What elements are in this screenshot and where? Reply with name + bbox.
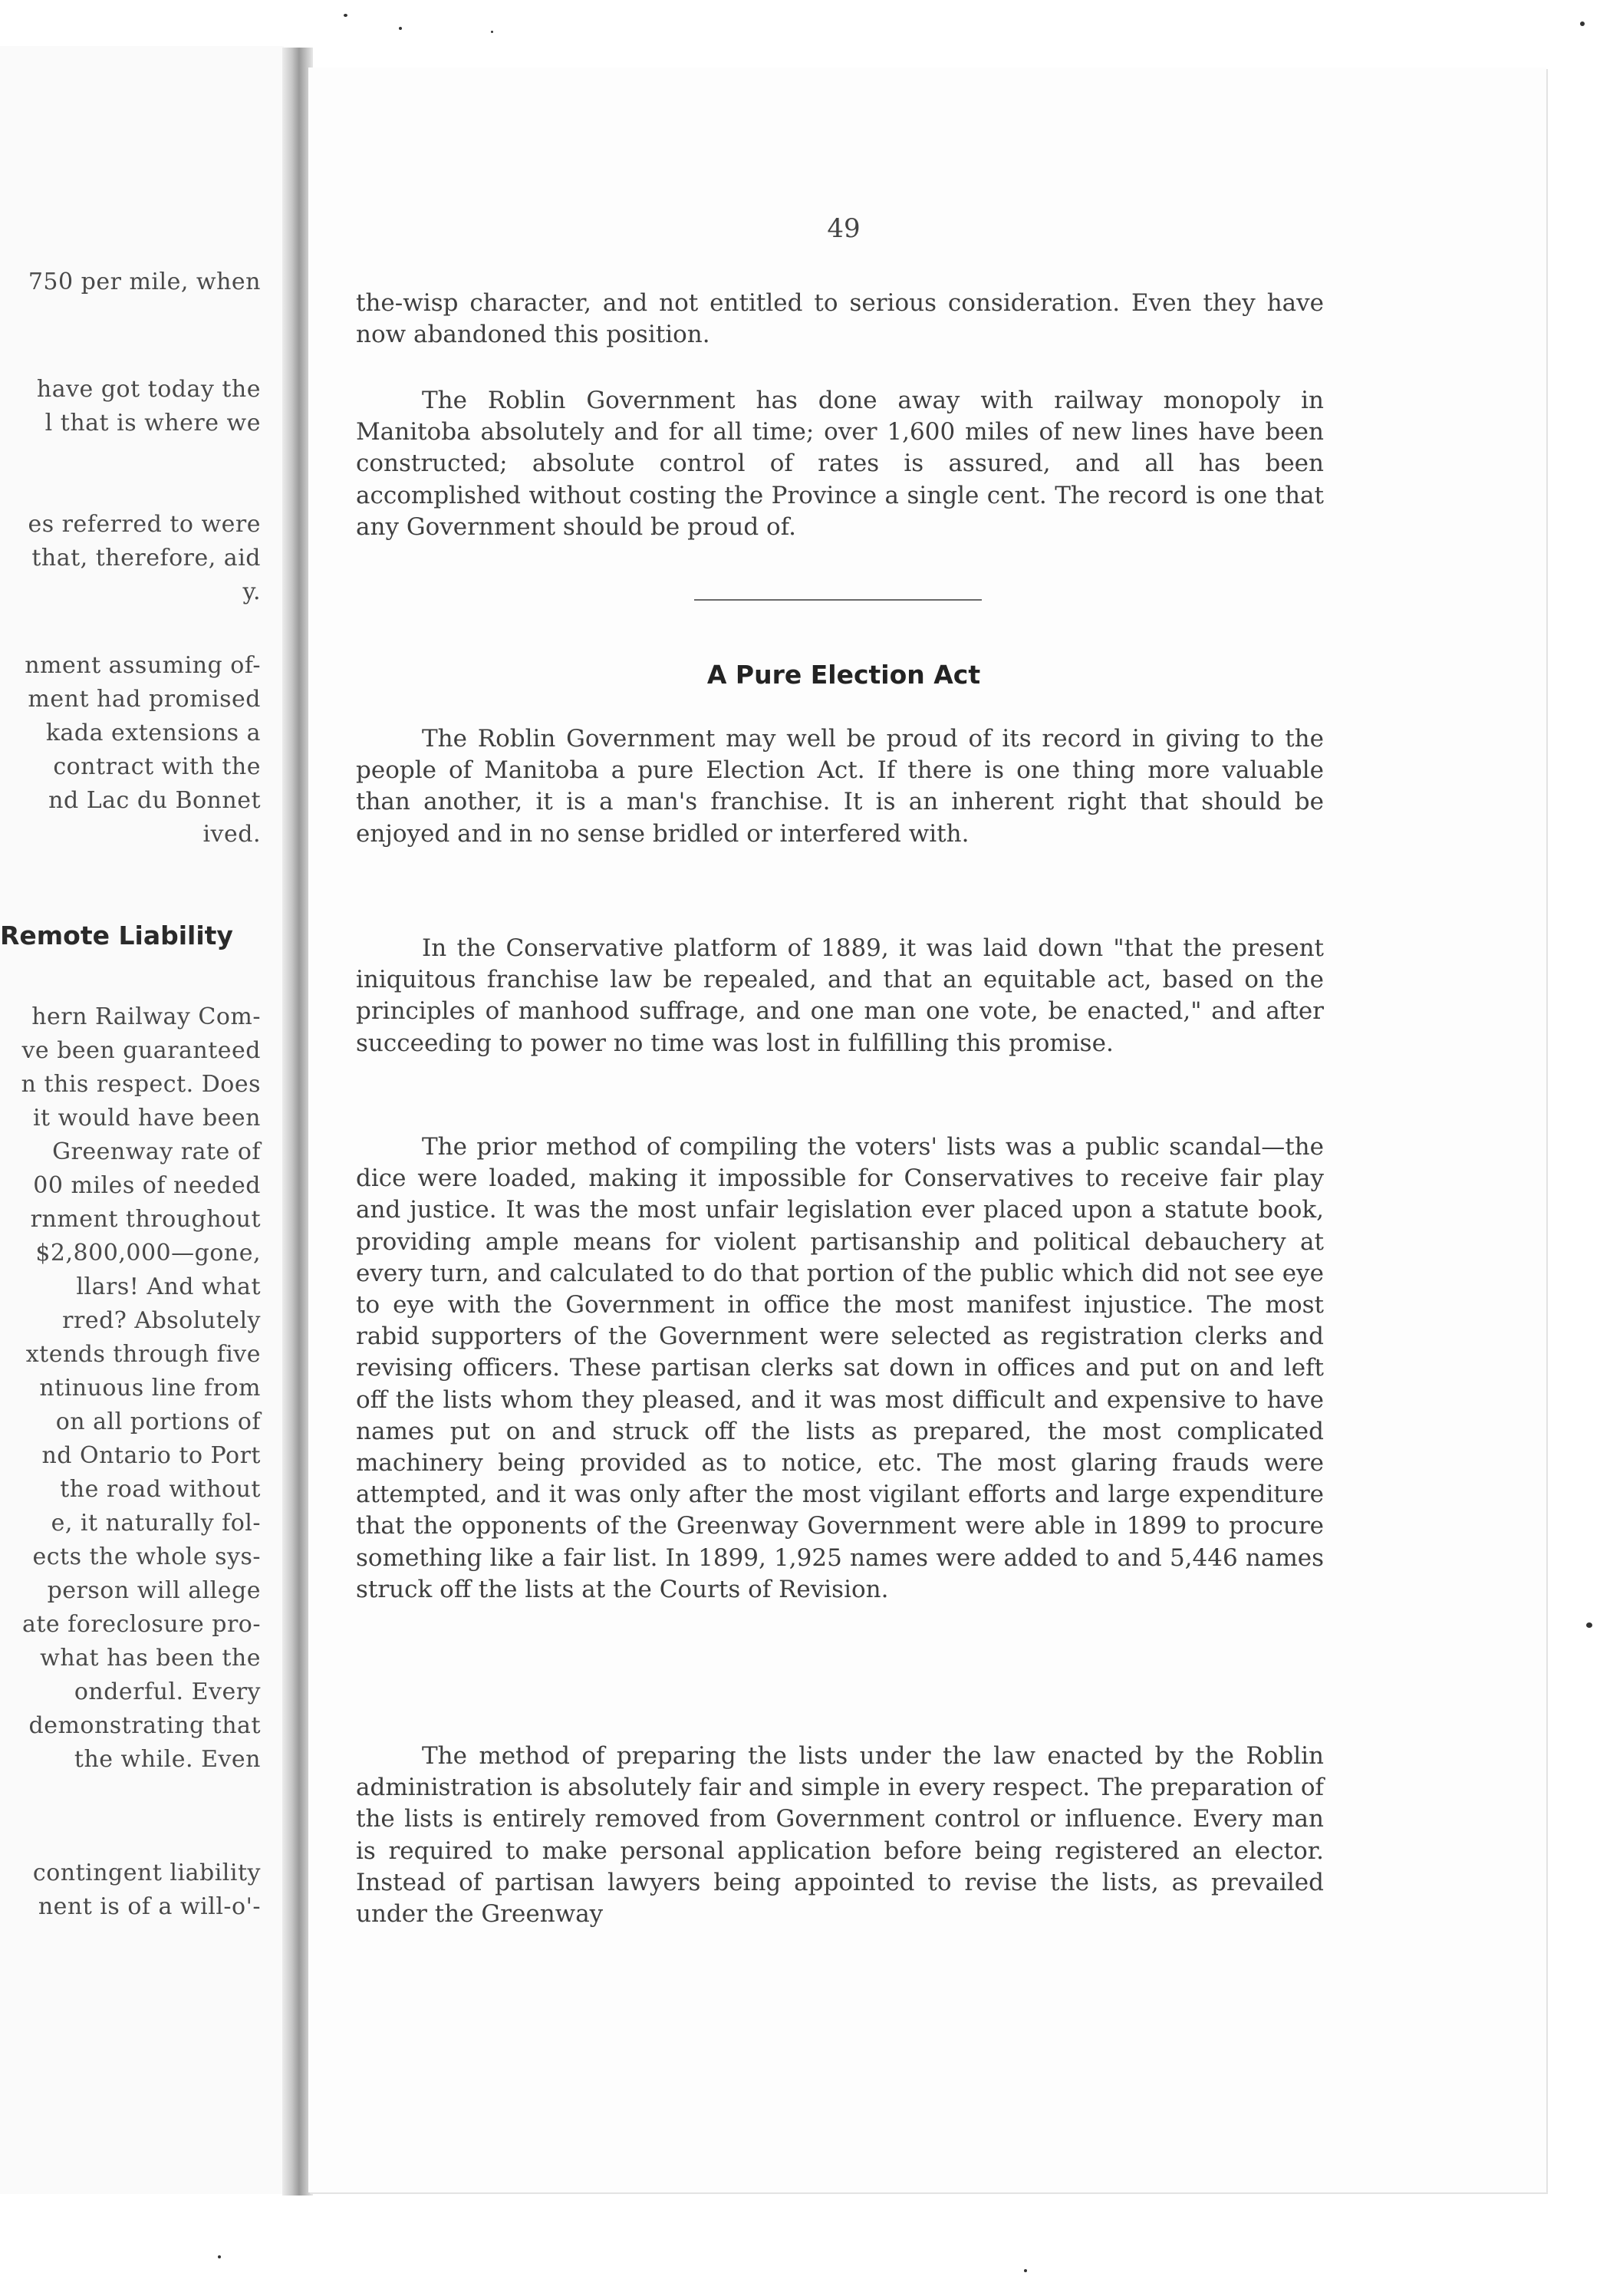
left-page-line: nent is of a will-o'- [38,1893,261,1920]
left-page-line: it would have been [32,1105,261,1132]
left-page-line: 750 per mile, when [28,268,261,295]
left-page-line: es referred to were [28,511,261,538]
scan-speck [399,27,402,30]
scan-speck [1586,1622,1592,1628]
left-page-line: 00 miles of needed [33,1172,261,1199]
left-page-line: ived. [202,821,261,848]
left-page-line: hern Railway Com- [31,1003,261,1030]
section-divider [694,599,982,601]
left-page-line: nd Lac du Bonnet [48,787,261,814]
paragraph: the-wisp character, and not entitled to serious consideration. Even they have now abandoned this position. [356,289,1324,349]
left-page-line: the road without [60,1476,261,1503]
page-number: 49 [827,213,861,244]
left-page-line: ve been guaranteed [21,1037,261,1064]
left-page-line: $2,800,000—gone, [35,1240,261,1267]
left-page-line: kada extensions a [45,720,261,746]
scan-speck [491,31,493,33]
left-page-line: contingent liability [32,1860,261,1886]
left-page-line: ment had promised [28,686,261,713]
left-page-line: that, therefore, aid [31,545,261,572]
left-page-line: llars! And what [76,1273,261,1300]
left-page-line: ntinuous line from [39,1375,261,1402]
scan-speck [1024,2269,1027,2272]
left-page-line: nment assuming of- [25,652,261,679]
left-page-line: on all portions of [55,1408,261,1435]
left-page-line: y. [242,578,261,605]
section-heading: A Pure Election Act [706,660,981,690]
left-page-line: demonstrating that [28,1712,261,1739]
left-page-line: person will allege [47,1577,261,1604]
left-page-line: the while. Even [74,1746,261,1773]
paragraph: The Roblin Government has done away with railway monopoly in Manitoba absolutely and for all time; over 1,600 miles of new lines have been constructed; absolute control of rates is assured, and all has been accomplished without costing the Province a single cent. The record is one that any Government should be proud of. [356,387,1324,541]
left-page-line: e, it naturally fol- [51,1510,261,1537]
scan-speck [218,2255,221,2258]
left-page-line: l that is where we [44,410,261,436]
left-page-line: Greenway rate of [52,1138,261,1165]
paragraph: The Roblin Government may well be proud of its record in giving to the people of Manitoba a pure Election Act. If there is one thing more valuable than another, it is a man's franchise. It is an inherent right that should be enjoyed and in no sense bridled or interfered with. [356,725,1324,848]
scan-speck [344,14,347,17]
left-page-line: n this respect. Does [21,1071,261,1098]
left-page-line: rnment throughout [30,1206,261,1233]
left-facing-page [0,46,284,2194]
left-page-line: rred? Absolutely [62,1307,261,1334]
left-page-line: have got today the [36,376,261,403]
left-page-heading: Remote Liability [0,921,233,950]
left-page-line: nd Ontario to Port [41,1442,261,1469]
paragraph: The method of preparing the lists under the law enacted by the Roblin administration is absolutely fair and simple in every respect. The preparation of the lists is entirely removed from Government control or influence. Every man is required to make personal application before being registered an elector. Instead of partisan lawyers being appointed to revise the lists, as prevailed under the Greenway [356,1742,1324,1929]
paragraph: The prior method of compiling the voters' lists was a public scandal—the dice were loaded, making it impossible for Conservatives to receive fair play and justice. It was the most unfair legislation ever placed upon a statute book, providing ample means for violent partisanship and political debauchery at every turn, and calculated to do that portion of the public which did not see eye to eye with the Government in office the most manifest injustice. The most rabid supporters of the Government were selected as registration clerks and revising officers. These partisan clerks sat down in offices and put on and left off the lists whom they pleased, and it was most difficult and expensive to have names put on and struck off the lists as prepared, the most complicated machinery being provided as to notice, etc. The most glaring frauds were attempted, and it was only after the most vigilant efforts and large expenditure that the opponents of the Greenway Government were able in 1899 to procure something like a fair list. In 1899, 1,925 names were added to and 5,446 names struck off the lists at the Courts of Revision. [356,1133,1324,1603]
left-page-line: xtends through five [25,1341,261,1368]
left-page-line: onderful. Every [74,1678,261,1705]
left-page-line: ects the whole sys- [32,1543,261,1570]
left-page-line: contract with the [53,753,261,780]
paragraph: In the Conservative platform of 1889, it was laid down "that the present iniquitous franchise law be repealed, and that an equitable act, based on the principles of manhood suffrage, and one man one vote, be enacted," and after succeeding to power no time was lost in fulfilling this promise. [356,934,1324,1057]
left-page-line: ate foreclosure pro- [21,1611,261,1638]
left-page-line: what has been the [40,1645,261,1672]
scan-speck [1580,21,1585,26]
